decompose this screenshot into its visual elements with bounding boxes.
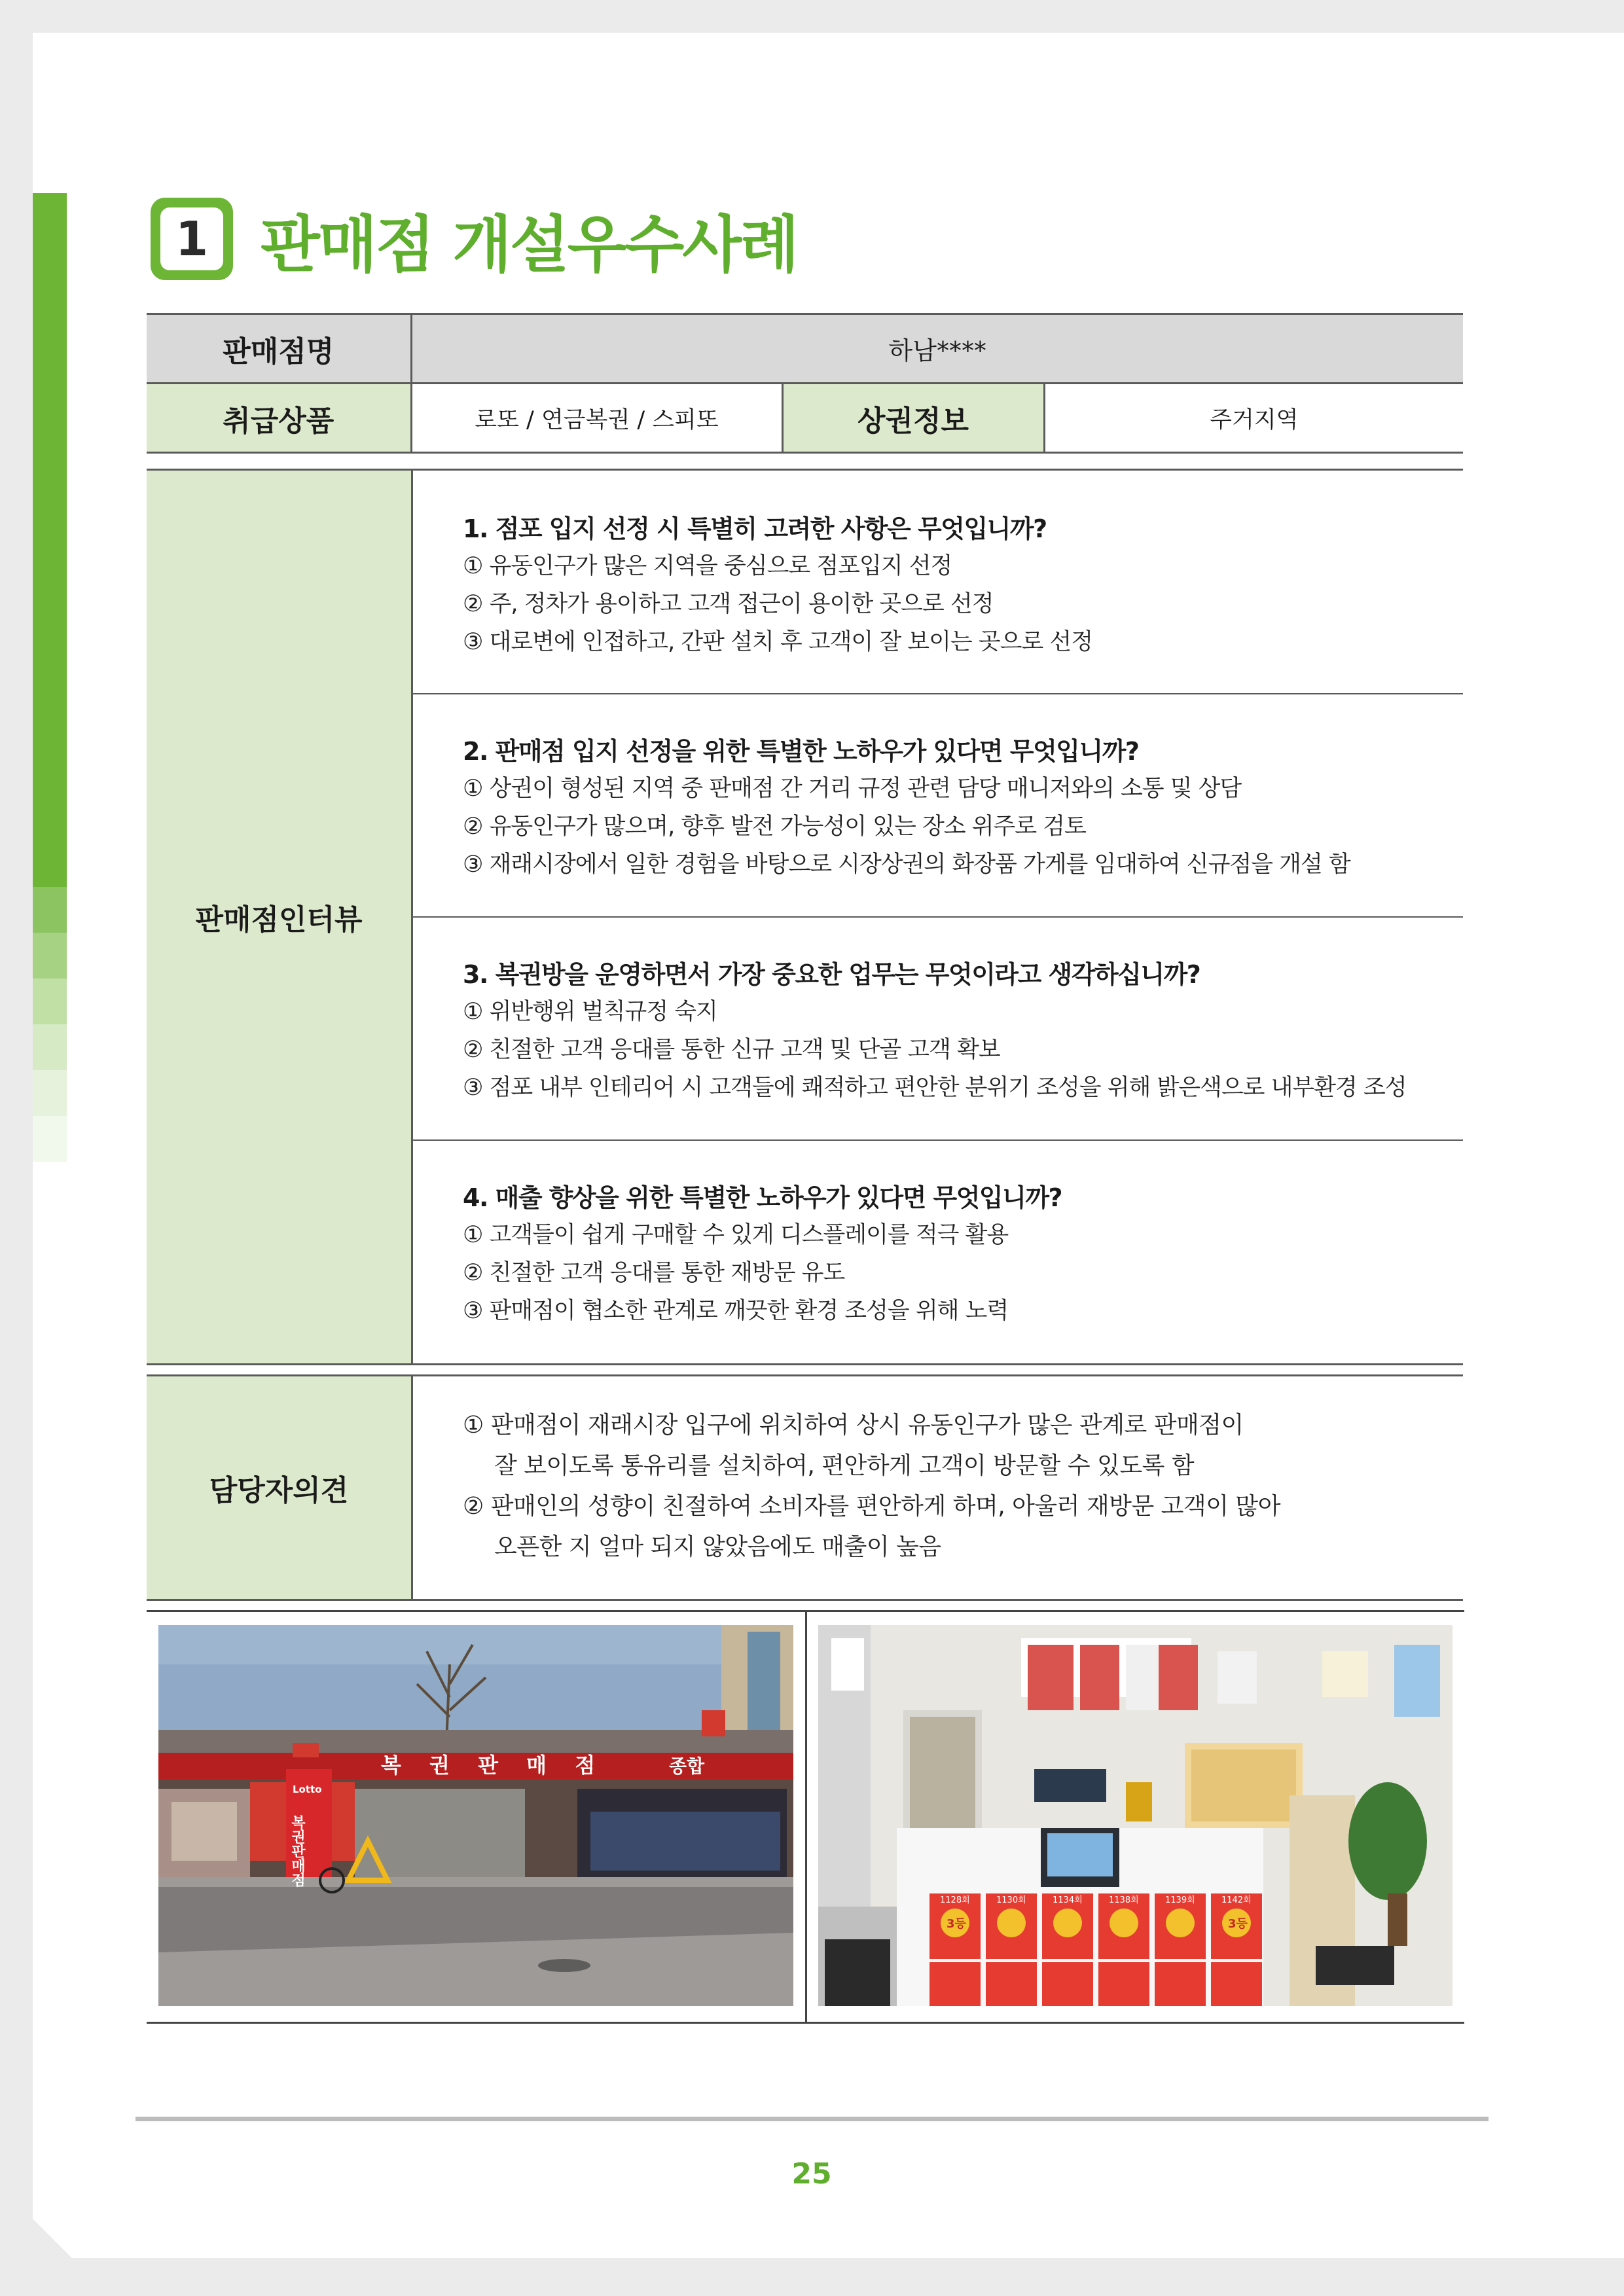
interview-answer: ① 유동인구가 많은 지역을 중심으로 점포입지 선정 <box>463 553 952 579</box>
interview-body <box>413 471 1463 1363</box>
interview-answer: ③ 대로변에 인접하고, 간판 설치 후 고객이 잘 보이는 곳으로 선정 <box>463 629 1093 655</box>
page-title: 판매점 개설우수사례 <box>261 209 797 281</box>
interview-section <box>147 469 1463 1365</box>
side-accent-bar <box>33 193 67 887</box>
store-name: 하남**** <box>411 314 1463 384</box>
side-accent-step <box>33 933 67 978</box>
round-label: 1130회 <box>996 1895 1026 1905</box>
interior-photo <box>818 1625 1453 2006</box>
round-label: 1134회 <box>1053 1895 1083 1905</box>
interview-answer: ③ 점포 내부 인테리어 시 고객들에 쾌적하고 편안한 분위기 조성을 위해 밝은색으로 내부환경 조성 <box>463 1075 1407 1101</box>
round-label: 1128회 <box>940 1895 970 1905</box>
storefront-image <box>158 1625 793 2006</box>
store-sign-text: 복 권 판 매 점 <box>381 1753 606 1778</box>
page-number: 25 <box>791 2157 832 2191</box>
opinion-body <box>413 1376 1463 1599</box>
footer-rule <box>135 2117 1489 2121</box>
interview-answer: ③ 판매점이 협소한 관계로 깨끗한 환경 조성을 위해 노력 <box>463 1298 1009 1324</box>
store-name-label: 판매점명 <box>147 314 411 384</box>
store-sign-text-2: 종합 <box>669 1755 705 1777</box>
interview-item <box>413 916 1463 1141</box>
area-label: 상권정보 <box>782 384 1044 453</box>
storefront-photo <box>158 1625 793 2006</box>
interview-item <box>413 1139 1463 1359</box>
interview-answer: ① 위반행위 벌칙규정 숙지 <box>463 999 717 1025</box>
lotto-logo-text: Lotto <box>293 1784 322 1795</box>
round-label: 1138회 <box>1109 1895 1139 1905</box>
area-value: 주거지역 <box>1044 384 1463 453</box>
opinion-line: ② 판매인의 성향이 친절하여 소비자를 편안하게 하며, 아울러 재방문 고객이 많아 <box>463 1493 1280 1520</box>
interview-label: 판매점인터뷰 <box>147 471 413 1363</box>
prize-badge: 3등 <box>1228 1917 1248 1931</box>
side-accent-step <box>33 1070 67 1116</box>
section-title <box>151 193 797 285</box>
interview-answer: ② 친절한 고객 응대를 통한 재방문 유도 <box>463 1260 845 1286</box>
interior-image <box>818 1625 1453 2006</box>
opinion-line: 잘 보이도록 통유리를 설치하여, 편안하게 고객이 방문할 수 있도록 함 <box>494 1452 1195 1479</box>
side-accent-step <box>33 1024 67 1070</box>
side-accent-step <box>33 978 67 1024</box>
photo-divider <box>805 1612 807 2022</box>
products-value: 로또 / 연금복권 / 스피또 <box>411 384 782 453</box>
interview-answer: ① 고객들이 쉽게 구매할 수 있게 디스플레이를 적극 활용 <box>463 1222 1009 1248</box>
interview-answer: ① 상권이 형성된 지역 중 판매점 간 거리 규정 관련 담당 매니저와의 소통 및 상담 <box>463 776 1242 802</box>
interview-question: 2. 판매점 입지 선정을 위한 특별한 노하우가 있다면 무엇입니까? <box>463 737 1139 766</box>
interview-question: 1. 점포 입지 선정 시 특별히 고려한 사항은 무엇입니까? <box>463 514 1047 543</box>
photo-strip <box>147 1610 1464 2024</box>
interview-question: 3. 복권방을 운영하면서 가장 중요한 업무는 무엇이라고 생각하십니까? <box>463 960 1200 989</box>
round-label: 1142회 <box>1221 1895 1252 1905</box>
opinion-line: 오픈한 지 얼마 되지 않았음에도 매출이 높음 <box>494 1534 941 1560</box>
prize-badge: 3등 <box>947 1917 966 1931</box>
interview-item <box>413 693 1463 918</box>
section-number-badge <box>151 198 233 280</box>
products-label: 취급상품 <box>147 384 411 453</box>
side-sign-text: 복권판매점 <box>289 1815 306 1887</box>
interview-answer: ② 친절한 고객 응대를 통한 신규 고객 및 단골 고객 확보 <box>463 1037 1000 1063</box>
interview-answer: ③ 재래시장에서 일한 경험을 바탕으로 시장상권의 화장품 가게를 임대하여 신규점을 개설 함 <box>463 852 1350 878</box>
interview-answer: ② 주, 정차가 용이하고 고객 접근이 용이한 곳으로 선정 <box>463 591 994 617</box>
opinion-label: 담당자의견 <box>147 1376 413 1599</box>
side-accent-step <box>33 1116 67 1162</box>
section-number: 1 <box>160 207 223 270</box>
side-accent-step <box>33 887 67 933</box>
interview-item <box>413 471 1463 694</box>
opinion-section <box>147 1374 1463 1601</box>
store-info-table <box>147 313 1463 454</box>
interview-answer: ② 유동인구가 많으며, 향후 발전 가능성이 있는 장소 위주로 검토 <box>463 814 1086 840</box>
round-label: 1139회 <box>1165 1895 1195 1905</box>
opinion-line: ① 판매점이 재래시장 입구에 위치하여 상시 유동인구가 많은 관계로 판매점이 <box>463 1412 1244 1439</box>
interview-question: 4. 매출 향상을 위한 특별한 노하우가 있다면 무엇입니까? <box>463 1183 1062 1212</box>
